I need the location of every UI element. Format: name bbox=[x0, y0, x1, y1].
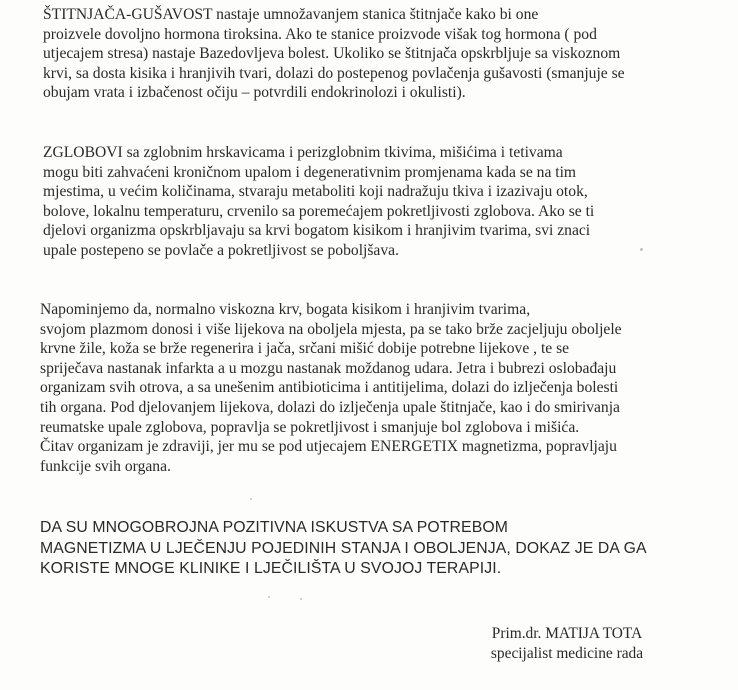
paragraph-conclusion bbox=[40, 518, 647, 580]
scan-speck bbox=[268, 596, 270, 598]
text-line: krvne žile, koža se brže regenerira i jača, srčani mišić dobije potrebne lijekove , te se bbox=[40, 340, 570, 358]
text-line: mogu biti zahvaćeni kroničnom upalom i degenerativnim promjenama kada se na tim bbox=[43, 163, 577, 181]
text-line: spriječava nastanak infarkta a u mozgu nastanak moždanog udara. Jetra i bubrezi oslobađaju bbox=[40, 359, 617, 377]
text-line: mjestima, u većim količinama, stvaraju metaboliti koji nadražuju tkiva i izazivaju otok, bbox=[43, 183, 588, 201]
text-line: upale postepeno se povlače a pokretljivost se poboljšava. bbox=[43, 241, 399, 259]
text-line: DA SU MNOGOBROJNA POZITIVNA ISKUSTVA SA POTREBOM bbox=[40, 519, 508, 536]
signature-name: Prim.dr. MATIJA TOTA bbox=[491, 625, 643, 642]
text-line: ZGLOBOVI sa zglobnim hrskavicama i perizglobnim tkivima, mišićima i tetivama bbox=[43, 144, 563, 161]
signature-block bbox=[452, 624, 682, 664]
text-line: krvi, sa dosta kisika i hranjivih tvari, dolazi do postepenog povlačenja gušavosti (smanjuje se bbox=[43, 64, 625, 82]
text-line: MAGNETIZMA U LJEČENJU POJEDINIH STANJA I OBOLJENJA, DOKAZ JE DA GA bbox=[40, 539, 647, 557]
text-line: tih organa. Pod djelovanjem lijekova, dolazi do izlječenja upale štitnjače, kao i do smirivanja bbox=[40, 398, 620, 416]
text-line: bolove, lokalnu temperaturu, crvenilo sa poremećajem pokretljivosti zglobova. Ako se ti bbox=[43, 202, 595, 220]
paragraph-note bbox=[40, 300, 622, 476]
text-line: funkcije svih organa. bbox=[40, 457, 171, 475]
text-line: organizam svih otrova, a sa unešenim antibioticima i antitijelima, dolazi do izlječenja bolesti bbox=[40, 379, 619, 397]
text-line: reumatske upale zglobova, popravlja se pokretljivost i smanjuje bol zglobova i mišića. bbox=[40, 418, 580, 436]
scan-speck bbox=[300, 598, 302, 600]
scan-speck bbox=[640, 248, 643, 251]
text-line: obujam vrata i izbačenost očiju – potvrdili endokrinolozi i okulisti). bbox=[43, 84, 466, 102]
paragraph-joints bbox=[43, 143, 594, 261]
paragraph-thyroid bbox=[43, 5, 625, 103]
text-line: djelovi organizma opskrbljavaju sa krvi bogatom kisikom i hranjivim tvarima, svi znaci bbox=[43, 222, 591, 240]
text-line: Napominjemo da, normalno viskozna krv, bogata kisikom i hranjivim tvarima, bbox=[40, 301, 531, 318]
scan-speck bbox=[250, 498, 252, 500]
text-line: KORISTE MNOGE KLINIKE I LJEČILIŠTA U SVOJOJ TERAPIJI. bbox=[40, 560, 502, 577]
text-line: Čitav organizam je zdraviji, jer mu se pod utjecajem ENERGETIX magnetizma, popravljaju bbox=[40, 438, 617, 456]
text-line: svojom plazmom donosi i više lijekova na oboljela mjesta, pa se tako brže zacjeljuju oboljele bbox=[40, 320, 622, 338]
text-line: utjecajem stresa) nastaje Bazedovljeva bolest. Ukoliko se štitnjača opskrbljuje sa viskoznom bbox=[43, 45, 621, 63]
signature-title: specijalist medicine rada bbox=[490, 645, 644, 662]
text-line: ŠTITNJAČA-GUŠAVOST nastaje umnožavanjem stanica štitnjače kako bi one bbox=[43, 6, 539, 23]
text-line: proizvele dovoljno hormona tiroksina. Ako te stanice proizvode višak tog hormona ( pod bbox=[43, 25, 597, 43]
